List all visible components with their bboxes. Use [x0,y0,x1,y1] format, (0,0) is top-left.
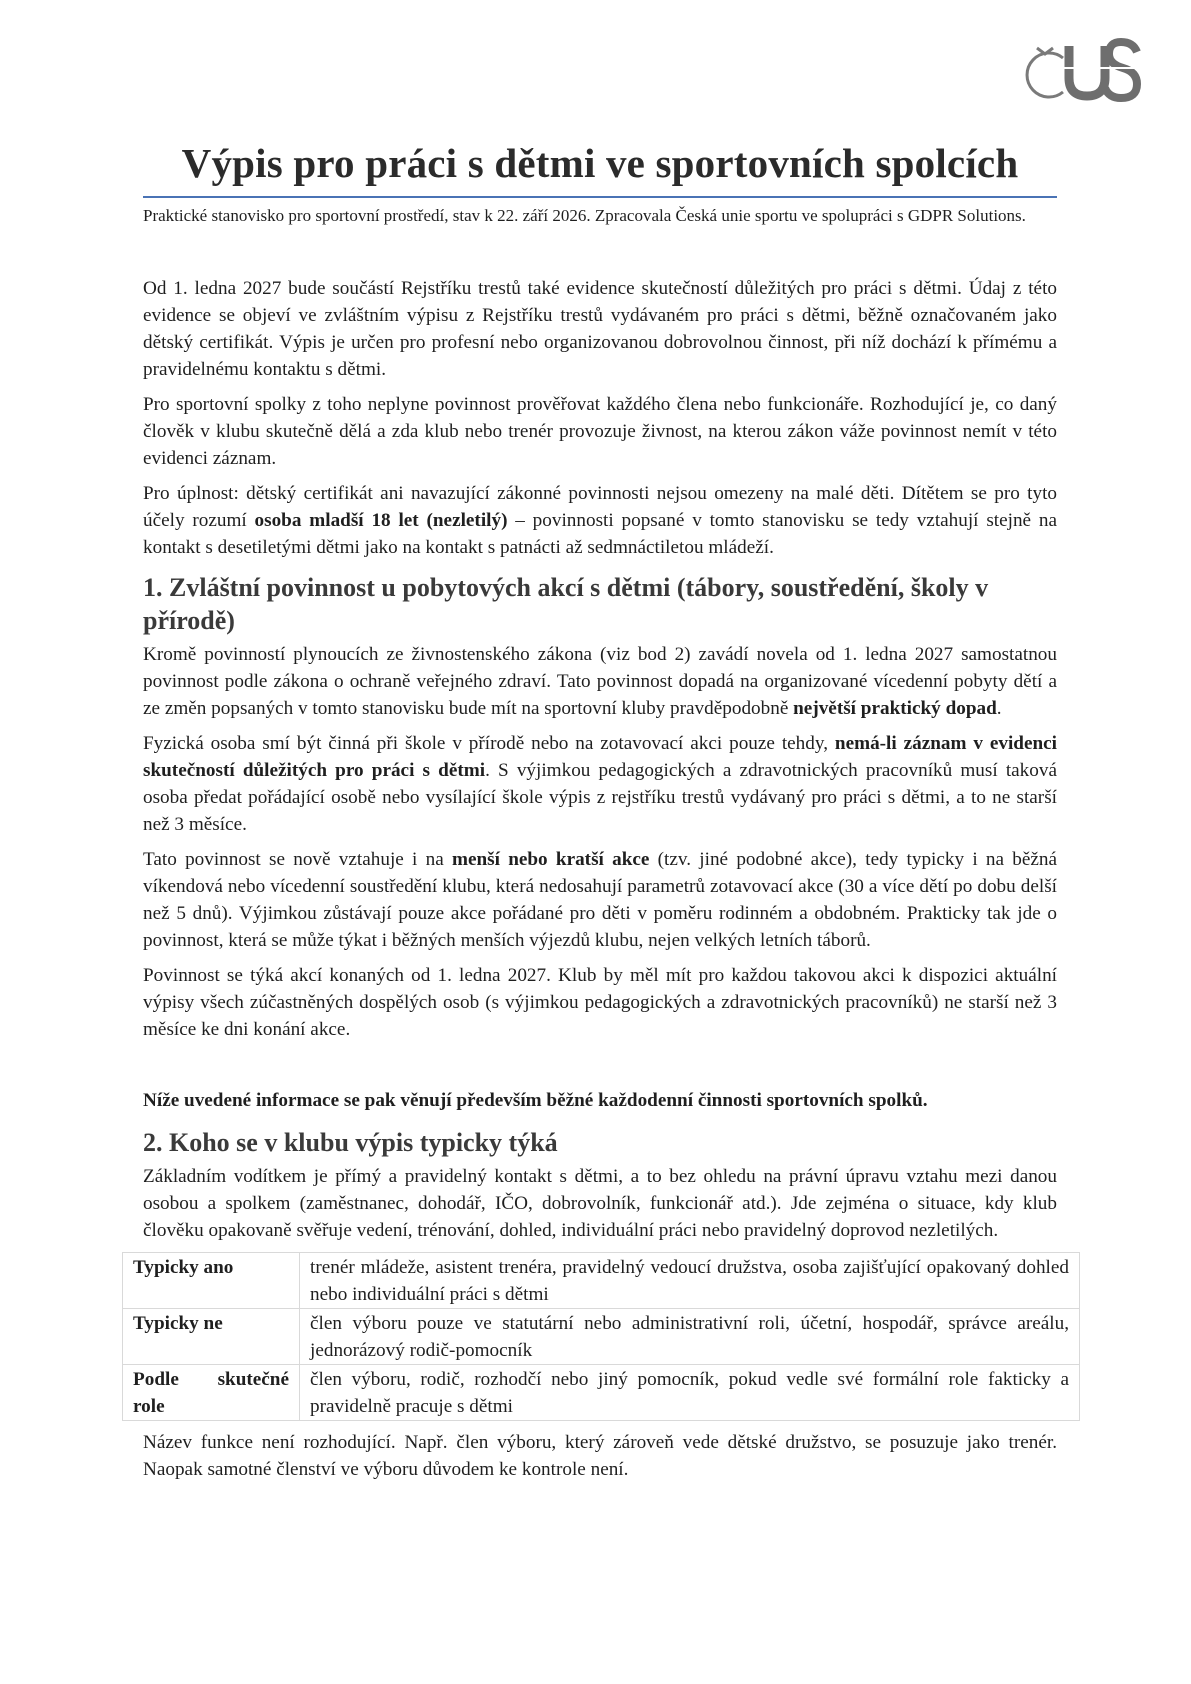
role-label: Podle skutečné role [123,1365,300,1421]
text-run: . [996,698,1002,719]
section-2-heading: 2. Koho se v klubu výpis typicky týká [143,1128,558,1157]
bold-text-run: nemá-li záznam v evidenci skutečností důležitých pro práci s dětmi [143,733,1058,781]
text-run: Kromě povinností plynoucích ze živnostenského zákona (viz bod 2) zavádí novela od 1. ledna 2027 samostatnou povinnost podle zákona o ochraně veřejného zdraví. Tato povinnost dopadá na organizované vícedenní pobyty dětí a ze změn popsaných v tomto stanovisku bude mít na sportovní kluby pravděpodobně [143,644,1057,719]
text-run: Tato povinnost se nově vztahuje i na [143,849,452,870]
section-1-paragraph-1 [143,641,1057,722]
text-run: Fyzická osoba smí být činná při škole v přírodě nebo na zotavovací akci pouze tehdy, [143,733,835,754]
text-run: . S výjimkou pedagogických a zdravotnických pracovníků musí taková osoba předat pořádající osobě nebo vysílající škole výpis z rejstříku trestů vydávaný pro práci s dětmi, a to ne starší než 3 měsíce. [143,760,1057,835]
document-body [133,275,1069,1491]
text-run: Pro úplnost: dětský certifikát ani navazující zákonné povinnosti nejsou omezeny na malé děti. Dítětem se pro tyto účely rozumí [143,483,1057,531]
cus-logo-icon [1025,30,1143,104]
role-label: Typicky ano [123,1253,300,1309]
intro-paragraph-1: Od 1. ledna 2027 bude součástí Rejstříku trestů také evidence skutečností důležitých pro práci s dětmi. Údaj z této evidence se objeví ve zvláštním výpisu z Rejstříku trestů vydávaném pro práci s dětmi, běžně označovaném jako dětský certifikát. Výpis je určen pro profesní nebo organizovanou dobrovolnou činnost, při níž dochází k přímému a pravidelnému kontaktu s dětmi. [143,278,1057,380]
role-label: Typicky ne [123,1309,300,1365]
title-divider [143,196,1057,198]
bold-text-run: osoba mladší 18 let (nezletilý) [254,510,508,531]
text-run: (tzv. jiné podobné akce), tedy typicky i na běžná víkendová nebo vícedenní soustředění klubu, která nedosahují parametrů zotavovací akce (30 a více dětí po dobu delší než 5 dnů). Výjimkou zůstávají pouze akce pořádané pro děti v poměru rodinném a obdobném. Prakticky tak jde o povinnost, která se může týkat i běžných menších výjezdů klubu, nejen velkých letních táborů. [143,849,1057,951]
table-row [123,1253,1080,1309]
role-description: trenér mládeže, asistent trenéra, pravidelný vedoucí družstva, osoba zajišťující opakovaný dohled nebo individuální práci s dětmi [300,1253,1080,1309]
table-row [123,1309,1080,1365]
section-2-paragraph-2: Název funkce není rozhodující. Např. člen výboru, který zároveň vede dětské družstvo, se posuzuje jako trenér. Naopak samotné členství ve výboru důvodem ke kontrole není. [143,1432,1057,1480]
role-description: člen výboru, rodič, rozhodčí nebo jiný pomocník, pokud vedle své formální role fakticky a pravidelně pracuje s dětmi [300,1365,1080,1421]
role-table [122,1252,1080,1421]
section-1-paragraph-3 [143,846,1057,954]
role-description: člen výboru pouze ve statutární nebo administrativní roli, účetní, hospodář, správce areálu, jednorázový rodič-pomocník [300,1309,1080,1365]
document-title: Výpis pro práci s dětmi ve sportovních spolcích [181,140,1019,186]
bold-text-run: největší praktický dopad [793,698,997,719]
section-1-heading: 1. Zvláštní povinnost u pobytových akcí s dětmi (tábory, soustředění, školy v přírodě) [143,573,989,635]
table-row [123,1365,1080,1421]
intro-paragraph-2: Pro sportovní spolky z toho neplyne povinnost prověřovat každého člena nebo funkcionáře. Rozhodující je, co daný člověk v klubu skutečně dělá a zda klub nebo trenér provozuje živnost, na kterou zákon váže povinnost nemít v této evidenci záznam. [143,394,1057,469]
section-2-paragraph-1: Základním vodítkem je přímý a pravidelný kontakt s dětmi, a to bez ohledu na právní úpravu vztahu mezi danou osobou a spolkem (zaměstnanec, dohodář, IČO, dobrovolník, funkcionář atd.). Jde zejména o situace, kdy klub člověku opakovaně svěřuje vedení, trénování, dohled, individuální práci nebo pravidelný doprovod nezletilých. [143,1166,1057,1241]
section-1-paragraph-4: Povinnost se týká akcí konaných od 1. ledna 2027. Klub by měl mít pro každou takovou akci k dispozici aktuální výpisy všech zúčastněných dospělých osob (s výjimkou pedagogických a zdravotnických pracovníků) ne starší než 3 měsíce ke dni konání akce. [143,965,1057,1040]
text-run: – povinnosti popsané v tomto stanovisku se tedy vztahují stejně na kontakt s desetiletými dětmi jako na kontakt s patnácti až sedmnáctiletou mládeží. [143,510,1057,558]
callout-note: Níže uvedené informace se pak věnují především běžné každodenní činnosti sportovních spolků. [143,1090,928,1111]
document-subtitle: Praktické stanovisko pro sportovní prostředí, stav k 22. září 2026. Zpracovala Česká unie sportu ve spolupráci s GDPR Solutions. [143,206,1026,225]
intro-paragraph-3 [143,480,1057,561]
section-1-paragraph-2 [143,730,1057,838]
bold-text-run: menší nebo kratší akce [451,849,650,870]
